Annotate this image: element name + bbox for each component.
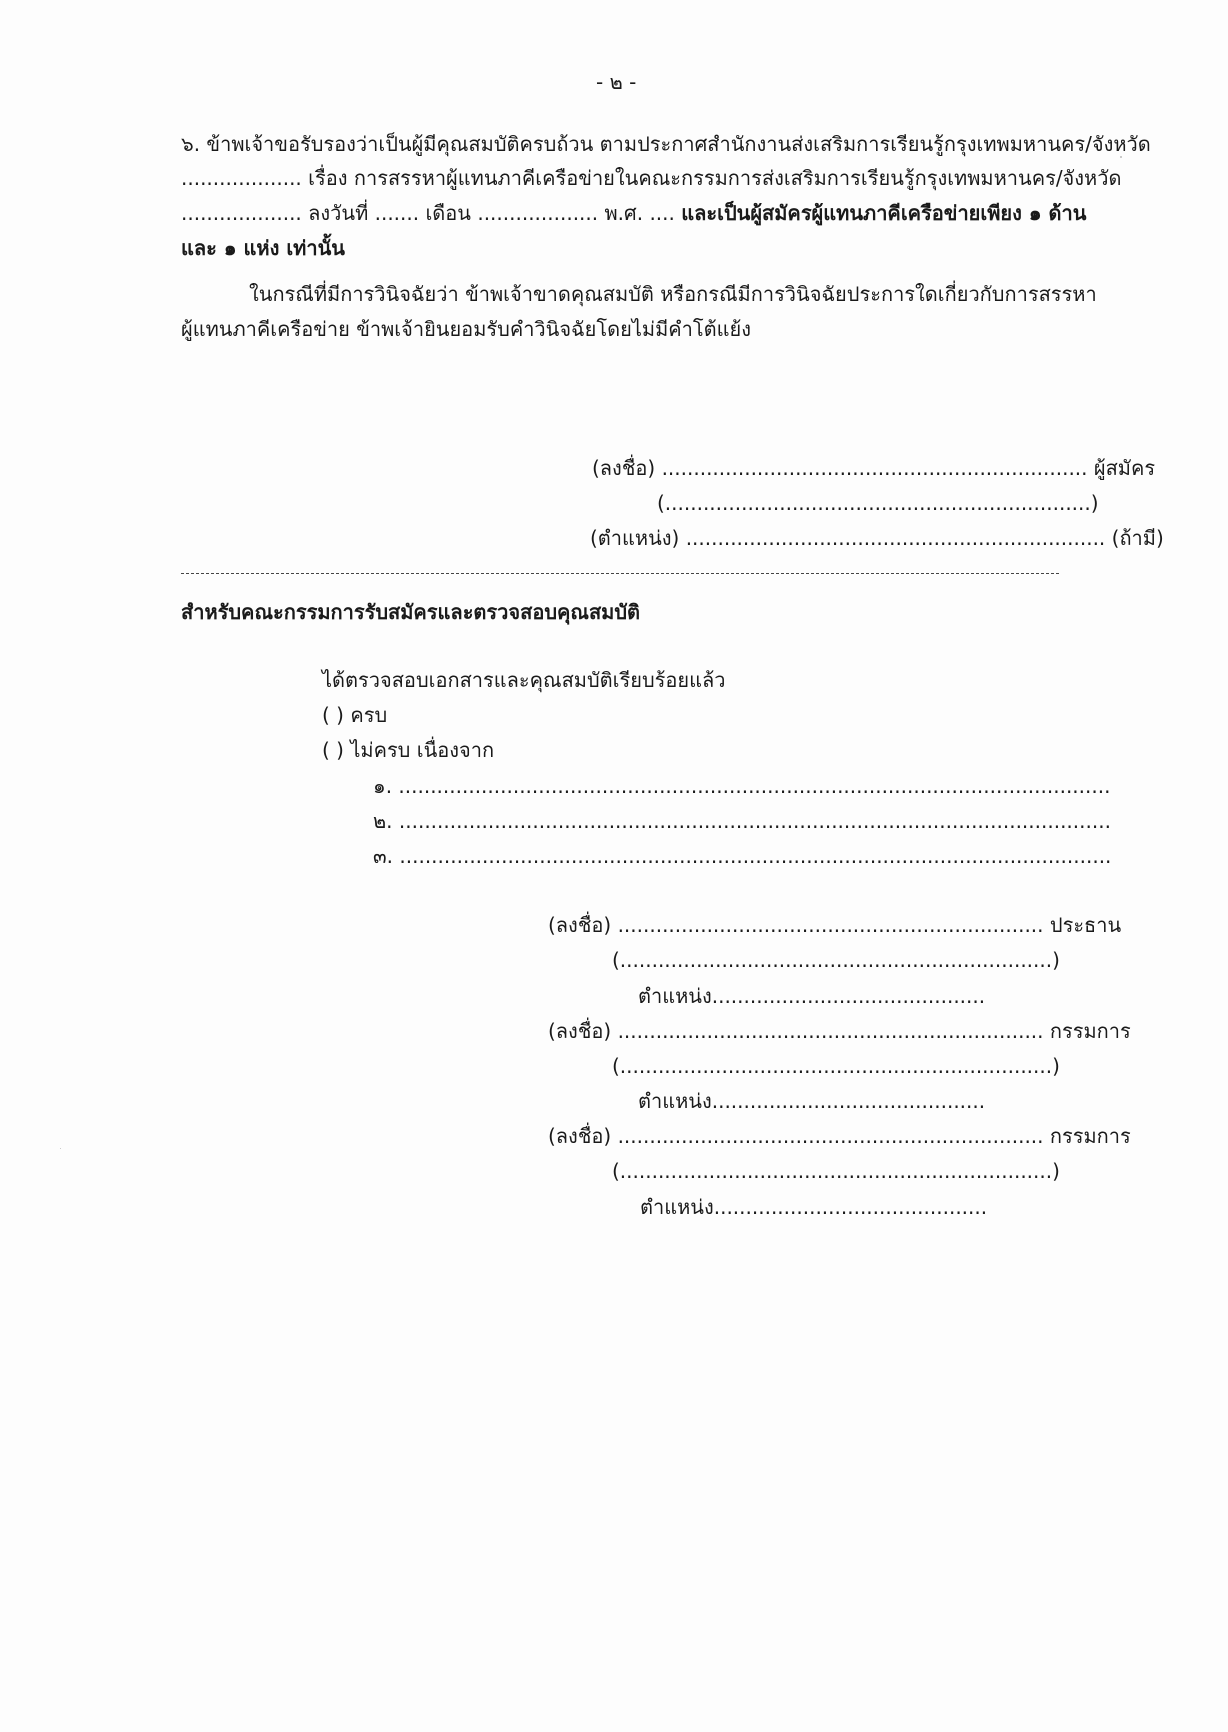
dispute-line2: ผู้แทนภาคีเครือข่าย ข้าพเจ้ายินยอมรับคำวินิจฉัยโดยไม่มีคำโต้แย้ง — [181, 317, 751, 341]
chairman-name-line: (....................................................................) — [612, 948, 1060, 972]
clause6-line2: ................... เรื่อง การสรรหาผู้แทนภาคีเครือข่ายในคณะกรรมการส่งเสริมการเรียนรู้กรุงเทพมหานคร/จังหวัด — [181, 166, 1122, 190]
applicant-sign-line: (ลงชื่อ) ................................................................... ผู้สมัคร — [592, 456, 1156, 480]
reason-1: ๑. ................................................................................................................ — [373, 774, 1111, 798]
member1-name-line: (....................................................................) — [612, 1054, 1060, 1078]
applicant-name-line: (...................................................................) — [657, 491, 1099, 515]
member1-sign-line: (ลงชื่อ) ................................................................... กรรมการ — [548, 1019, 1131, 1043]
member2-position-line: ตำแหน่ง........................................... — [640, 1195, 988, 1219]
scan-speck — [60, 1148, 61, 1149]
option-incomplete: ( ) ไม่ครบ เนื่องจาก — [322, 738, 495, 762]
reason-3: ๓. ................................................................................................................ — [373, 844, 1112, 868]
clause6-line1: ๖. ข้าพเจ้าขอรับรองว่าเป็นผู้มีคุณสมบัติครบถ้วน ตามประกาศสำนักงานส่งเสริมการเรียนรู้กรุงเทพมหานคร/จังหวัด — [181, 132, 1151, 156]
scan-speck — [1120, 156, 1122, 158]
committee-heading: สำหรับคณะกรรมการรับสมัครและตรวจสอบคุณสมบัติ — [181, 600, 641, 624]
dispute-line1: ในกรณีที่มีการวินิจฉัยว่า ข้าพเจ้าขาดคุณสมบัติ หรือกรณีมีการวินิจฉัยประการใดเกี่ยวกับการสรรหา — [249, 282, 1097, 306]
clause6-line4-emphasis: และ ๑ แห่ง เท่านั้น — [181, 236, 345, 260]
option-complete: ( ) ครบ — [322, 703, 388, 727]
clause6-line3-emphasis: และเป็นผู้สมัครผู้แทนภาคีเครือข่ายเพียง ๑ ด้าน — [681, 201, 1087, 225]
page-number: - ๒ - — [596, 70, 637, 94]
reason-2: ๒. ................................................................................................................ — [373, 809, 1111, 833]
member2-name-line: (....................................................................) — [612, 1159, 1060, 1183]
member2-sign-line: (ลงชื่อ) ................................................................... กรรมการ — [548, 1124, 1131, 1148]
chairman-sign-line: (ลงชื่อ) ................................................................... ประธาน — [548, 913, 1122, 937]
dashed-separator — [181, 573, 1059, 574]
clause6-line3 — [181, 203, 1086, 223]
clause6-line3-text: ................... ลงวันที่ ....... เดือน ................... พ.ศ. .... — [181, 201, 675, 225]
member1-position-line: ตำแหน่ง........................................... — [638, 1089, 986, 1113]
applicant-position-line: (ตำแหน่ง) .................................................................. (ถ้ามี) — [590, 526, 1164, 550]
committee-checked-text: ได้ตรวจสอบเอกสารและคุณสมบัติเรียบร้อยแล้ว — [322, 668, 726, 692]
chairman-position-line: ตำแหน่ง........................................... — [638, 984, 986, 1008]
